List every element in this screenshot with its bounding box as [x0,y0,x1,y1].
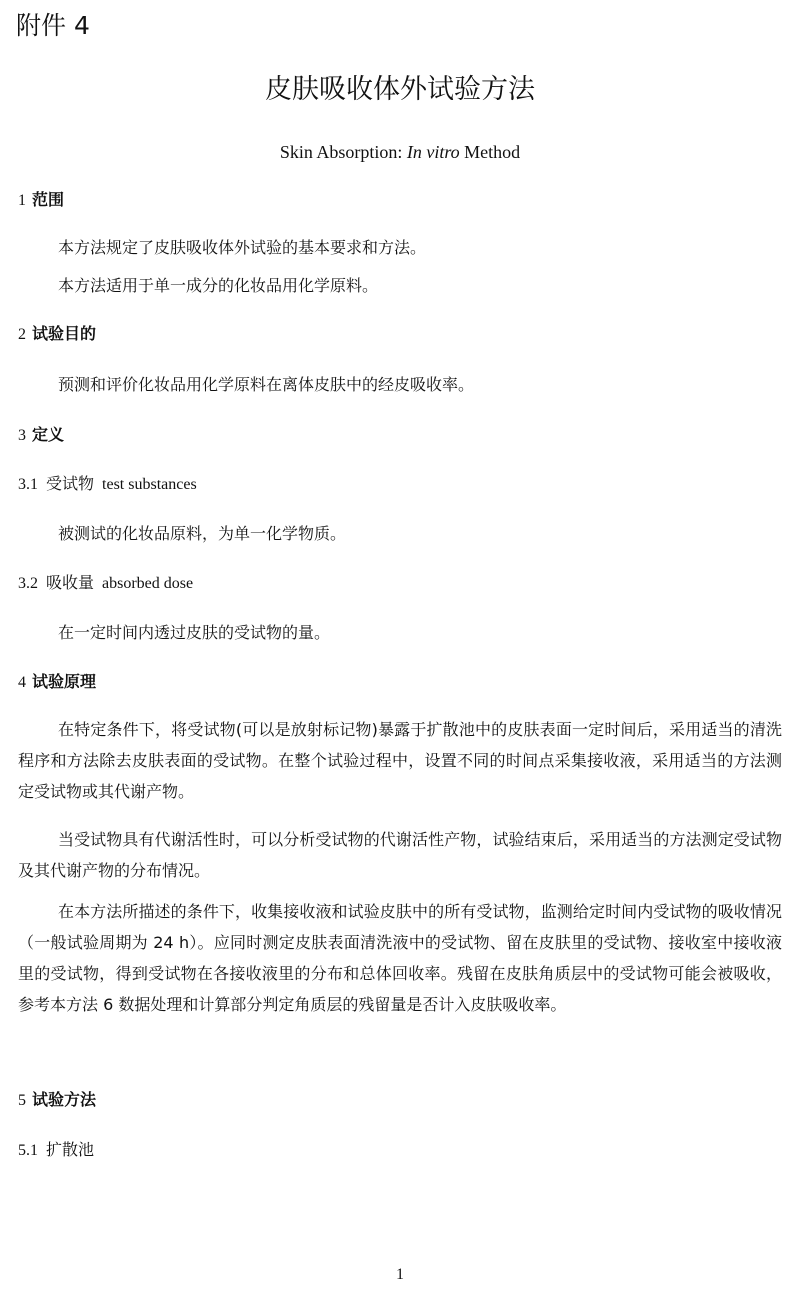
principle-paragraph-1: 在特定条件下，将受试物(可以是放射标记物)暴露于扩散池中的皮肤表面一定时间后，采用适当的清洗程序和方法除去皮肤表面的受试物。在整个试验过程中，设置不同的时间点采集接收液，采用适当的方法测定受试物或其代谢产物。 [18,720,782,801]
subsection-number: 5.1 [18,1142,38,1159]
section-number: 3 [18,427,26,444]
section-heading-scope [18,187,64,214]
definition-number: 3.2 [18,575,38,592]
definition-text-absorbed-dose: 在一定时间内透过皮肤的受试物的量。 [58,623,331,642]
section-title: 范围 [32,190,65,209]
attachment-label: 附件 4 [16,11,90,40]
definition-term: 吸收量 [46,573,95,592]
definition-heading-test-substances [18,471,197,498]
definition-term: 受试物 [46,474,95,493]
definition-text-test-substances: 被测试的化妆品原料，为单一化学物质。 [58,524,347,543]
purpose-paragraph-1: 预测和评价化妆品用化学原料在离体皮肤中的经皮吸收率。 [58,375,475,394]
section-title: 定义 [32,425,65,444]
definition-term-en: test substances [102,476,197,493]
definition-term-en: absorbed dose [102,575,194,592]
subtitle-text-before: Skin Absorption: [279,142,407,162]
section-title: 试验原理 [32,672,97,691]
page-number: 1 [396,1266,404,1283]
principle-paragraph-3: 在本方法所描述的条件下，收集接收液和试验皮肤中的所有受试物，监测给定时间内受试物的吸收情况（一般试验周期为 24 h）。应同时测定皮肤表面清洗液中的受试物、留在皮肤里的受试物、接收室中接收液里的受试物，得到受试物在各接收液里的分布和总体回收率。残留在皮肤角质层中的受试物可能会被吸收，参考本方法 6 数据处理和计算部分判定角质层的残留量是否计入皮肤吸收率。 [18,902,782,1014]
section-heading-principle [18,669,96,696]
definition-heading-absorbed-dose [18,570,193,597]
section-title: 试验目的 [32,324,97,343]
scope-paragraph-2: 本方法适用于单一成分的化妆品用化学原料。 [58,276,379,295]
subsection-heading-diffusion-cell [18,1137,94,1164]
section-number: 1 [18,192,26,209]
section-number: 5 [18,1092,26,1109]
subtitle-italic-term: In vitro [406,142,460,162]
document-subtitle [0,138,800,166]
subtitle-text-after: Method [459,142,521,162]
section-heading-definitions [18,422,64,449]
principle-paragraph-2: 当受试物具有代谢活性时，可以分析受试物的代谢活性产物，试验结束后，采用适当的方法测定受试物及其代谢产物的分布情况。 [18,830,782,880]
subsection-title: 扩散池 [46,1140,95,1159]
section-number: 4 [18,674,26,691]
section-number: 2 [18,326,26,343]
definition-number: 3.1 [18,476,38,493]
section-title: 试验方法 [32,1090,97,1109]
document-title: 皮肤吸收体外试验方法 [265,74,535,105]
section-heading-method [18,1087,96,1114]
section-heading-purpose [18,321,96,348]
scope-paragraph-1: 本方法规定了皮肤吸收体外试验的基本要求和方法。 [58,238,427,257]
